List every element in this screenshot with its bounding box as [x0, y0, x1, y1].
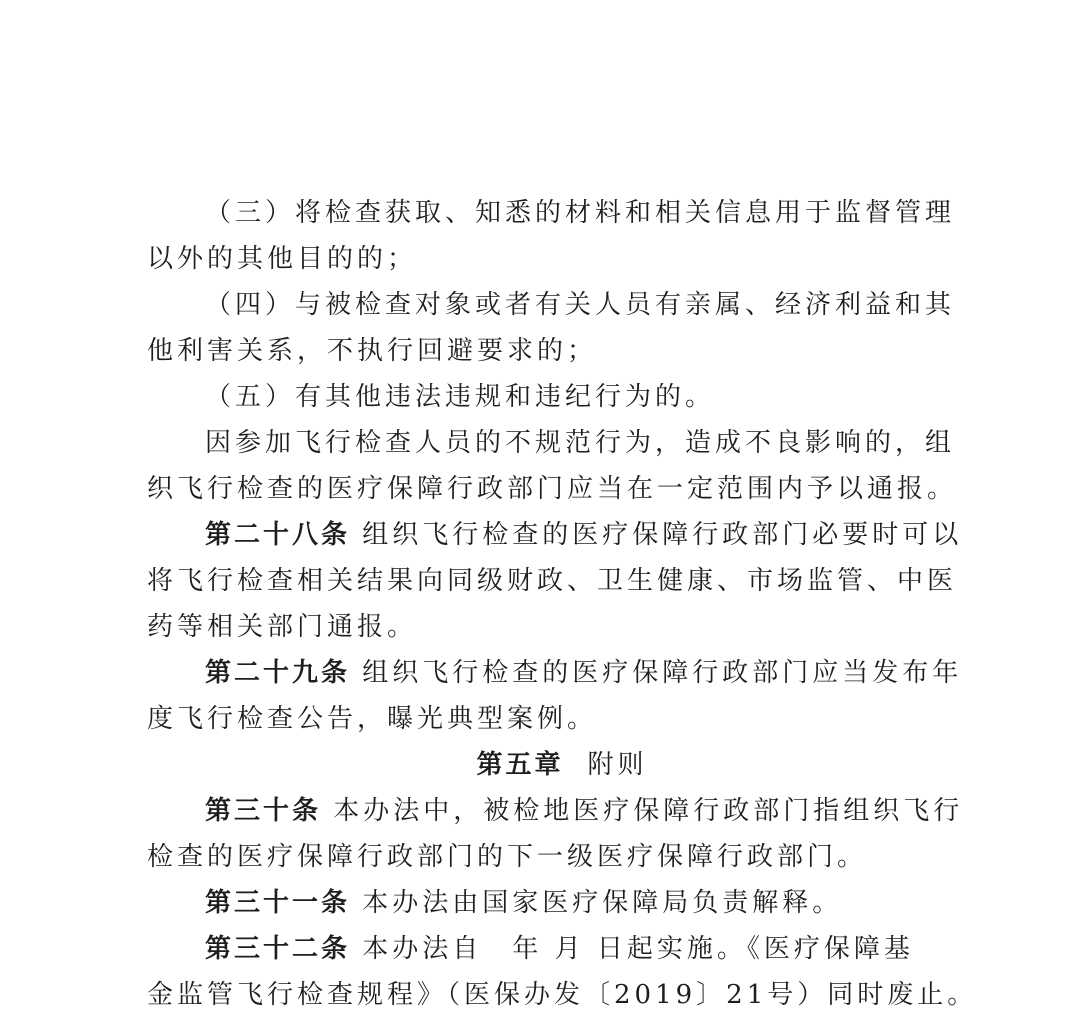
article-32-text-a: 本办法自 [362, 934, 483, 964]
article-30-text: 本办法中，被检地医疗保障行政部门指组织飞行 [333, 796, 964, 826]
clause-4-line-1: （四）与被检查对象或者有关人员有亲属、经济利益和其 [205, 290, 956, 320]
chapter-name: 附则 [587, 750, 648, 780]
article-28-text: 组织飞行检查的医疗保障行政部门必要时可以 [362, 520, 963, 550]
document-body [147, 190, 978, 1018]
clause-3-line-1: （三）将检查获取、知悉的材料和相关信息用于监督管理 [205, 198, 956, 228]
chapter-heading [147, 742, 947, 788]
article-32-line-1 [147, 926, 947, 972]
article-32-line-2: 金监管飞行检查规程》（医保办发〔2019〕21号）同时废止。 [147, 980, 978, 1010]
article-32-year: 年 [512, 934, 543, 964]
article-32-text-d: 日起实施。《医疗保障基 [596, 934, 914, 964]
article-29-line-2: 度飞行检查公告，曝光典型案例。 [147, 704, 598, 734]
clause-3-line-2: 以外的其他目的的； [147, 244, 418, 274]
notice-paragraph-line-2: 织飞行检查的医疗保障行政部门应当在一定范围内予以通报。 [147, 474, 958, 504]
article-31-text: 本办法由国家医疗保障局负责解释。 [362, 888, 843, 918]
article-31-title: 第三十一条 [205, 888, 351, 918]
article-29-text: 组织飞行检查的医疗保障行政部门应当发布年 [362, 658, 963, 688]
article-29-line-1 [147, 650, 963, 696]
chapter-number: 第五章 [476, 750, 564, 780]
notice-paragraph-line-1: 因参加飞行检查人员的不规范行为，造成不良影响的，组 [205, 428, 956, 458]
article-28-line-2: 将飞行检查相关结果向同级财政、卫生健康、市场监管、中医 [147, 566, 958, 596]
clause-5-line-1: （五）有其他违法违规和违纪行为的。 [205, 382, 716, 412]
article-30-title: 第三十条 [205, 796, 322, 826]
article-28-line-1 [147, 512, 963, 558]
article-28-title: 第二十八条 [205, 520, 351, 550]
article-28-line-3: 药等相关部门通报。 [147, 612, 418, 642]
article-30-line-1 [147, 788, 964, 834]
article-32-month: 月 [554, 934, 585, 964]
article-30-line-2: 检查的医疗保障行政部门的下一级医疗保障行政部门。 [147, 842, 868, 872]
clause-4-line-2: 他利害关系，不执行回避要求的； [147, 336, 598, 366]
article-29-title: 第二十九条 [205, 658, 351, 688]
article-31-line-1 [147, 880, 947, 926]
article-32-title: 第三十二条 [205, 934, 351, 964]
